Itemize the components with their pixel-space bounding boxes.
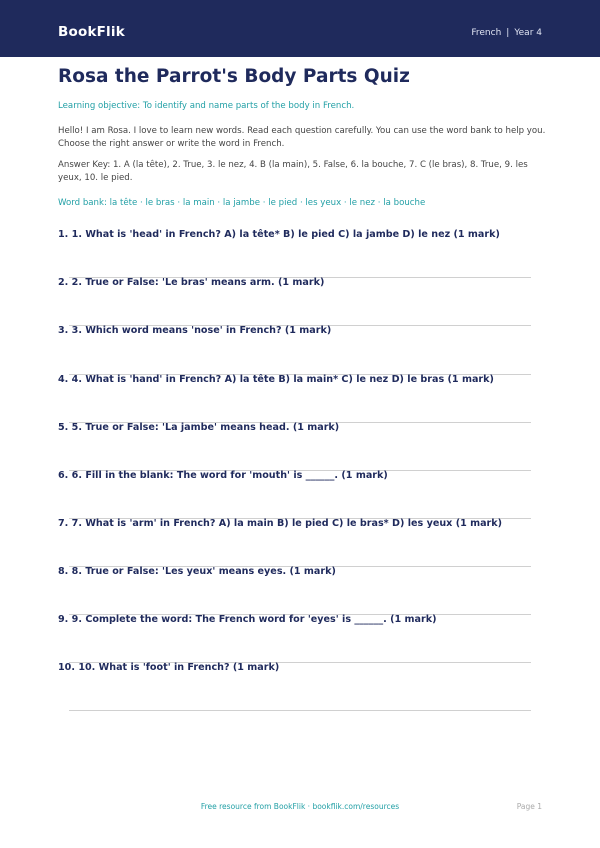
brand-logo: BookFlik [58, 24, 125, 40]
question-1: 1. 1. What is 'head' in French? A) la tête* B) le pied C) la jambe D) le nez (1 mark) [58, 229, 500, 240]
question-8: 8. 8. True or False: 'Les yeux' means eyes. (1 mark) [58, 566, 336, 577]
page-number: Page 1 [516, 802, 542, 811]
learning-objective: Learning objective: To identify and name parts of the body in French. [58, 101, 355, 111]
word-bank: Word bank: la tête · le bras · la main · la jambe · le pied · les yeux · le nez · la bouche [58, 198, 426, 208]
footer-link[interactable]: Free resource from BookFlik · bookflik.com/resources [200, 802, 400, 811]
page-title: Rosa the Parrot's Body Parts Quiz [58, 66, 410, 87]
year-label: Year 4 [514, 28, 542, 38]
answer-key: Answer Key: 1. A (la tête), 2. True, 3. le nez, 4. B (la main), 5. False, 6. la bouche, 7. C (le bras), 8. True, 9. les yeux, 10. le pied. [58, 160, 528, 183]
question-5: 5. 5. True or False: 'La jambe' means head. (1 mark) [58, 422, 340, 433]
question-6: 6. 6. Fill in the blank: The word for 'mouth' is ______. (1 mark) [58, 470, 388, 481]
question-9: 9. 9. Complete the word: The French word for 'eyes' is ______. (1 mark) [58, 614, 437, 625]
subject-label: French [471, 28, 502, 38]
question-2: 2. 2. True or False: 'Le bras' means arm. (1 mark) [58, 277, 325, 288]
question-7: 7. 7. What is 'arm' in French? A) la main B) le pied C) le bras* D) les yeux (1 mark) [58, 518, 503, 529]
header-meta [471, 28, 542, 38]
answer-line-10[interactable] [69, 710, 531, 711]
intro-text: Hello! I am Rosa. I love to learn new words. Read each question carefully. You can use the word bank to help you. Choose the right answer or write the word in French. [58, 126, 546, 149]
meta-separator: | [506, 28, 510, 38]
question-4: 4. 4. What is 'hand' in French? A) la tête B) la main* C) le nez D) le bras (1 mark) [58, 374, 494, 385]
question-3: 3. 3. Which word means 'nose' in French? (1 mark) [58, 325, 332, 336]
question-10: 10. 10. What is 'foot' in French? (1 mark) [58, 662, 280, 673]
header-bar [0, 0, 600, 57]
